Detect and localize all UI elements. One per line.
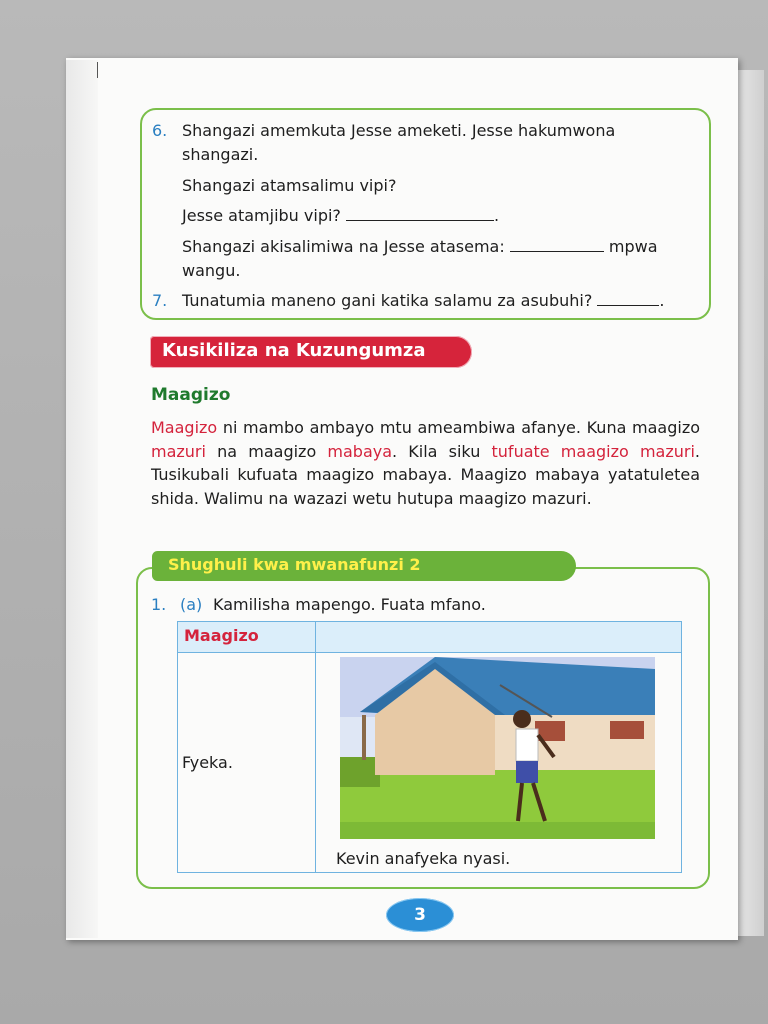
table-column-divider [315,622,316,872]
question-6-line-5 [182,237,658,256]
illustration-boy-shorts [516,761,538,783]
activity-instruction: Kamilisha mapengo. Fuata mfano. [213,595,486,614]
illustration-bush [340,757,380,787]
page-gutter [66,60,98,938]
question-7-end: . [659,291,665,310]
section-banner-title: Kusikiliza na Kuzungumza [162,340,426,361]
question-7-number: 7. [152,291,168,310]
paragraph-text-4: . Tusikubali kufuata maagizo mabaya. Maagizo mabaya yatatuletea shida. Walimu na wazazi wetu hutupa maagizo mazuri. [151,441,700,508]
page-edge-right [738,70,764,936]
answer-blank-morning-greetings[interactable] [597,293,659,306]
question-6-line-5-end: mpwa [608,237,658,256]
term-maagizo: Maagizo [151,418,218,437]
illustration-foreground-grass [340,822,655,839]
question-6-line-5-text: Shangazi akisalimiwa na Jesse atasema: [182,237,505,256]
maagizo-paragraph [151,416,700,510]
paragraph-text-1: ni mambo ambayo mtu ameambiwa afanye. Kuna maagizo [217,418,700,437]
illustration-post [362,715,366,760]
subheading-maagizo: Maagizo [151,385,231,405]
answer-blank-jesse-reply[interactable] [346,208,494,221]
activity-banner-title: Shughuli kwa mwanafunzi 2 [168,555,421,574]
page-number-badge [386,898,454,932]
term-tufuate-maagizo-mazuri: tufuate maagizo mazuri [491,441,695,461]
question-6-line-4 [182,206,499,225]
page-number: 3 [414,905,426,925]
answer-blank-aunt-reply[interactable] [510,239,604,252]
table-cell-fyeka: Fyeka. [182,753,233,772]
table-header-maagizo: Maagizo [184,626,259,645]
paragraph-text-3: . Kila siku [392,441,492,461]
question-6-line-6: wangu. [182,261,241,280]
question-6-line-4-end: . [494,206,500,225]
question-6-line-1: Shangazi amemkuta Jesse ameketi. Jesse hakumwona [182,121,616,140]
term-mabaya: mabaya [327,441,393,461]
illustration-kevin-slashing-grass [340,657,655,839]
spine-line [97,62,98,78]
activity-part: (a) [180,595,203,614]
illustration-window [610,721,644,739]
illustration-boy-shirt [516,729,538,761]
question-7-line [182,291,665,310]
question-6-line-2: shangazi. [182,145,259,164]
question-6-line-3: Shangazi atamsalimu vipi? [182,176,397,195]
paragraph-text-2: na maagizo [205,441,328,461]
illustration-boy-head [513,710,531,728]
term-mazuri: mazuri [151,441,206,461]
activity-banner [152,551,576,581]
section-banner [150,336,472,368]
question-7-text: Tunatumia maneno gani katika salamu za asubuhi? [182,291,593,310]
activity-number: 1. [151,595,167,614]
question-6-line-4-text: Jesse atamjibu vipi? [182,206,341,225]
question-6-number: 6. [152,121,168,140]
illustration-caption: Kevin anafyeka nyasi. [336,849,511,868]
